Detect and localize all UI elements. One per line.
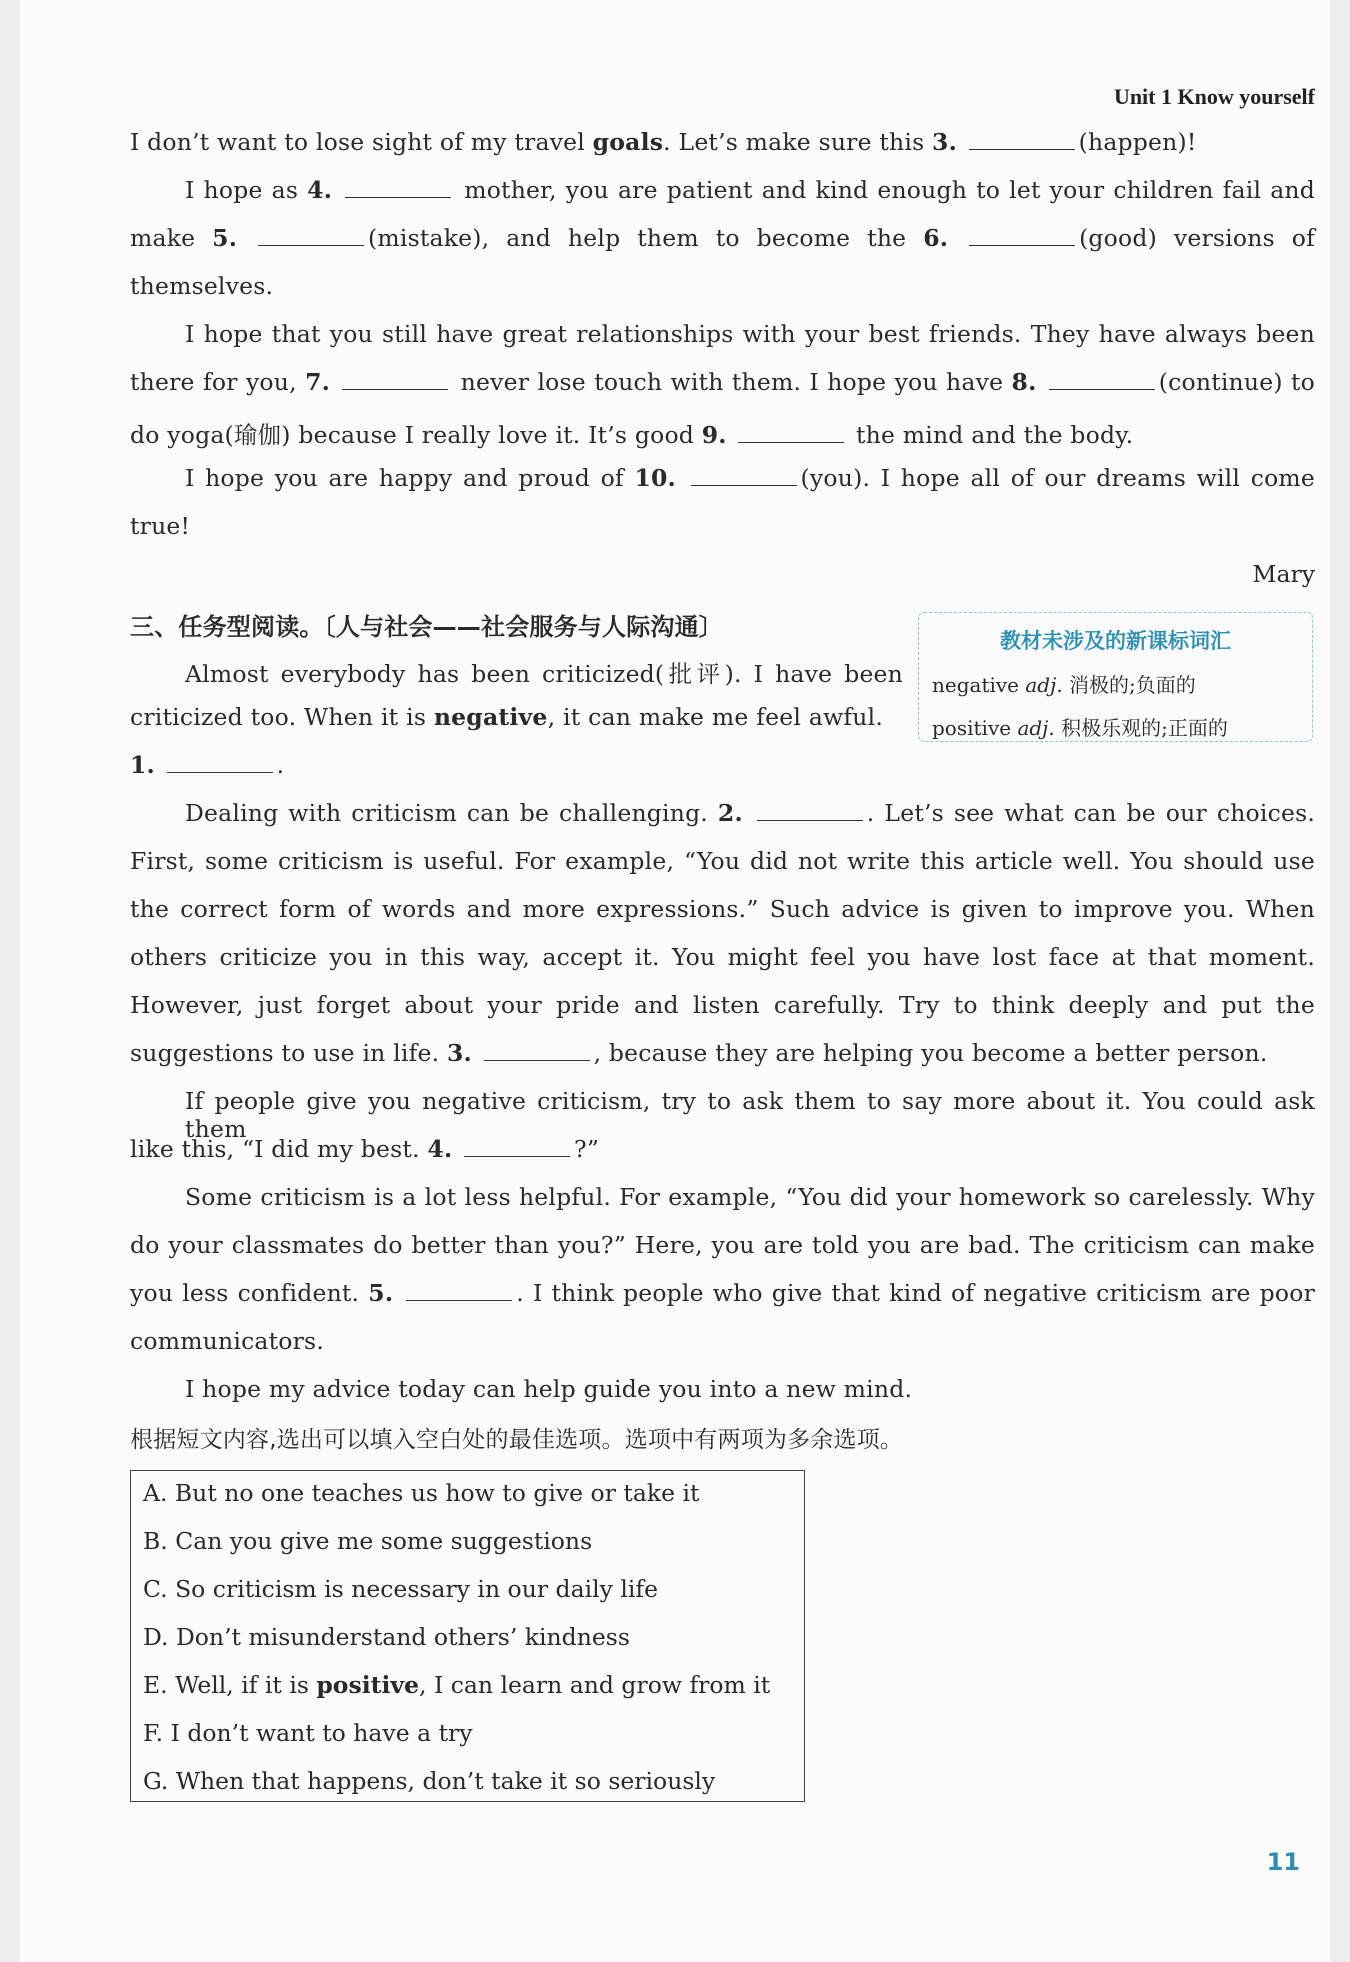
text-line: do your classmates do better than you?” Here, you are told you are bad. The criticism can make (130, 1231, 1315, 1259)
text-line: If people give you negative criticism, try to ask them to say more about it. You could ask them (185, 1087, 1315, 1143)
text: ?” (574, 1135, 600, 1163)
option-f[interactable]: F. I don’t want to have a try (143, 1719, 473, 1747)
text-line (130, 1039, 1268, 1067)
option-e[interactable] (143, 1671, 770, 1699)
instruction: 根据短文内容,选出可以填入空白处的最佳选项。选项中有两项为多余选项。 (130, 1427, 904, 1453)
vocab-word: negative (932, 673, 1026, 697)
signature: Mary (1252, 560, 1315, 588)
answer-blank[interactable] (464, 1138, 570, 1157)
text: . I think people who give that kind of negative criticism are poor (516, 1279, 1316, 1307)
answer-blank[interactable] (258, 227, 364, 246)
text-line (130, 1279, 1315, 1307)
text: Dealing with criticism can be challenging. (185, 799, 718, 827)
answer-blank[interactable] (345, 179, 451, 198)
text: (happen)! (1078, 128, 1197, 156)
text: mother, you are patient and kind enough to let your children fail and (455, 176, 1316, 204)
blank-number: 5. (212, 224, 238, 252)
text: (you). I hope all of our dreams will come (800, 464, 1316, 492)
blank-number: 9. (701, 421, 727, 449)
blank-number: 3. (446, 1039, 472, 1067)
vocabulary-box (918, 612, 1313, 742)
blank-number: 2. (717, 799, 743, 827)
text: , because they are helping you become a better person. (593, 1039, 1268, 1067)
answer-blank[interactable] (1049, 371, 1155, 390)
text: (continue) to (1158, 368, 1316, 396)
option-g[interactable]: G. When that happens, don’t take it so seriously (143, 1767, 716, 1795)
answer-blank[interactable] (969, 131, 1075, 150)
vocab-word: positive (932, 716, 1018, 740)
section-title: 三、任务型阅读。〔人与社会——社会服务与人际沟通〕 (130, 613, 723, 641)
answer-blank[interactable] (342, 371, 448, 390)
answer-blank[interactable] (757, 802, 863, 821)
text: I hope you are happy and proud of (185, 464, 635, 492)
vocab-definition: . 积极乐观的;正面的 (1048, 716, 1228, 740)
text: . Let’s see what can be our choices. (866, 799, 1315, 827)
vocabulary-title: 教材未涉及的新课标词汇 (1000, 629, 1231, 653)
text-line (130, 128, 1196, 156)
text-line: First, some criticism is useful. For example, “You did not write this article well. You should use (130, 847, 1315, 875)
page-number: 11 (1266, 1848, 1300, 1876)
bold-word: positive (316, 1671, 420, 1699)
text-line (130, 703, 883, 731)
text-line (130, 368, 1315, 396)
text: the mind and the body. (848, 421, 1134, 449)
running-header: Unit 1 Know yourself (1113, 84, 1315, 109)
text-line: themselves. (130, 272, 274, 300)
text: you less confident. (130, 1279, 369, 1307)
answer-blank[interactable] (406, 1282, 512, 1301)
text: like this, “I did my best. (130, 1135, 428, 1163)
text: suggestions to use in life. (130, 1039, 447, 1067)
vocab-pos: adj (1025, 673, 1057, 697)
text: make (130, 224, 213, 252)
blank-number: 7. (305, 368, 331, 396)
blank-number: 5. (368, 1279, 394, 1307)
text-line: I hope my advice today can help guide you into a new mind. (185, 1375, 913, 1403)
blank-number: 1. (130, 751, 155, 779)
text: do yoga(瑜伽) because I really love it. It’s good (130, 421, 702, 449)
page (20, 0, 1330, 1962)
text: (mistake), and help them to become the (368, 224, 924, 252)
blank-number: 4. (427, 1135, 453, 1163)
vocab-pos: adj (1017, 716, 1049, 740)
text-line (185, 176, 1315, 204)
text-line: true! (130, 512, 191, 540)
blank-number: 8. (1011, 368, 1037, 396)
vocab-definition: . 消极的;负面的 (1056, 673, 1196, 697)
text: I don’t want to lose sight of my travel (130, 128, 593, 156)
text-line: the correct form of words and more expressions.” Such advice is given to improve you. When (130, 895, 1315, 923)
bold-word: goals (592, 128, 664, 156)
text-line: Some criticism is a lot less helpful. For example, “You did your homework so carelessly. Why (185, 1183, 1315, 1211)
text: never lose touch with them. I hope you have (452, 368, 1012, 396)
blank-number: 4. (307, 176, 333, 204)
answer-blank[interactable] (691, 467, 797, 486)
text-line (130, 416, 1133, 450)
option-c[interactable]: C. So criticism is necessary in our daily life (143, 1575, 659, 1603)
text: there for you, (130, 368, 306, 396)
option-a[interactable]: A. But no one teaches us how to give or take it (143, 1479, 700, 1507)
text-line (130, 1135, 599, 1163)
text-line: Almost everybody has been criticized(批评). I have been (185, 660, 903, 688)
bold-word: negative (433, 703, 548, 731)
option-b[interactable]: B. Can you give me some suggestions (143, 1527, 593, 1555)
text-line (185, 464, 1315, 492)
vocabulary-item (932, 669, 1312, 698)
answer-blank[interactable] (167, 754, 273, 773)
answer-blank[interactable] (969, 227, 1075, 246)
text-line: 1. . (130, 751, 285, 779)
text-line: However, just forget about your pride and listen carefully. Try to think deeply and put the (130, 991, 1315, 1019)
text-line: others criticize you in this way, accept it. You might feel you have lost face at that moment. (130, 943, 1315, 971)
option-d[interactable]: D. Don’t misunderstand others’ kindness (143, 1623, 630, 1651)
blank-number: 10. (634, 464, 676, 492)
options-box (130, 1470, 805, 1802)
text-line: I hope that you still have great relationships with your best friends. They have always been (185, 320, 1315, 348)
blank-number: 3. (932, 128, 957, 156)
vocabulary-item (932, 712, 1312, 741)
text-line: communicators. (130, 1327, 324, 1355)
answer-blank[interactable] (738, 424, 844, 443)
answer-blank[interactable] (484, 1042, 590, 1061)
text: criticized too. When it is (130, 703, 434, 731)
text: (good) versions of (1079, 224, 1315, 252)
blank-number: 6. (923, 224, 949, 252)
text: . Let’s make sure this (663, 128, 933, 156)
text-line (130, 224, 1315, 252)
text: , it can make me feel awful. (547, 703, 884, 731)
text: , I can learn and grow from it (419, 1671, 771, 1699)
text: E. Well, if it is (143, 1671, 317, 1699)
text: I hope as (185, 176, 308, 204)
text-line (185, 799, 1315, 827)
